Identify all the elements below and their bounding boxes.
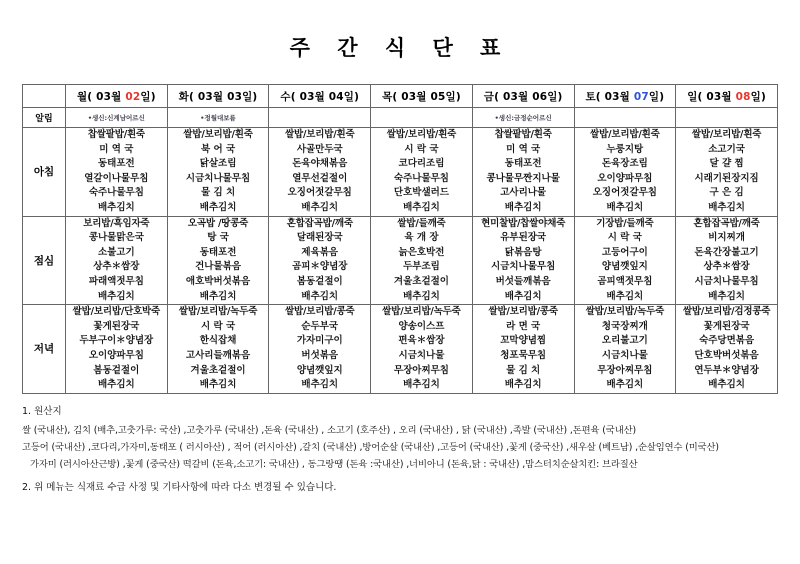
dish-item: 쌀밥/보리밥/흰죽 — [386, 129, 457, 140]
dish-item: 고사리들깨볶음 — [185, 349, 251, 361]
table-header-row — [23, 85, 778, 108]
dish-item: 물 김 치 — [506, 364, 541, 376]
dish-item: 돈육장조림 — [601, 158, 648, 170]
dish-item: 시래기된장지짐 — [694, 172, 759, 184]
notice-cell-mon: •생신:신계남어르신 — [66, 108, 168, 128]
weekly-menu-table — [22, 84, 778, 394]
dish-item: 오징어젓갈무침 — [592, 187, 657, 199]
breakfast-cell-sun — [676, 128, 778, 217]
origin-line-2: 고등어 (국내산) ,코다리,가자미,동태포 ( 러시아산) , 적어 (러시아산) ,갈치 (국내산) ,방어순살 (국내산) ,고등어 (국내산) ,꽃게 (중국산) ,새우살 (베트남) ,순살임연수 (미국산) — [22, 441, 719, 453]
dish-item: 닭살조림 — [199, 158, 237, 170]
dish-item: 시금치나물무침 — [694, 275, 759, 287]
dish-item: 쌀밥/보리밥/흰죽 — [183, 129, 253, 140]
dish-item: 콩나물맑은국 — [88, 232, 144, 244]
dish-item: 사골만두국 — [296, 143, 343, 155]
dish-item: 배추김치 — [301, 201, 339, 213]
dish-item: 오곡밥 /땅콩죽 — [187, 217, 249, 229]
dish-item: 제육볶음 — [301, 246, 339, 258]
dish-item: 숙주당면볶음 — [699, 335, 755, 347]
dinner-cell-sat — [574, 305, 676, 394]
breakfast-cell-thu — [371, 128, 473, 217]
notice-cell-wed — [269, 108, 371, 128]
dish-item: 물 김 치 — [200, 187, 236, 199]
dish-item: 두부구이＊양념장 — [79, 335, 154, 347]
dish-item: 배추김치 — [606, 201, 644, 213]
dish-item: 쌀밥/보리밥/흰죽 — [285, 129, 355, 140]
header-day-number: 08 — [735, 90, 751, 103]
dish-item: 배추김치 — [199, 201, 237, 213]
header-day-sat-text: 토( 03월 07일) — [585, 90, 665, 103]
header-day-thu-text: 목( 03월 05일) — [382, 90, 461, 103]
page-title: 주 간 식 단 표 — [289, 36, 511, 60]
dish-item: 배추김치 — [708, 379, 745, 391]
origin-heading: 1. 원산지 — [22, 405, 62, 417]
dish-item: 고사리나물 — [500, 187, 547, 199]
lunch-cell-sun — [676, 216, 778, 305]
breakfast-row-label: 아침 — [23, 128, 66, 217]
dish-item: 배추김치 — [199, 379, 237, 391]
header-day-tue-text: 화( 03월 03일) — [178, 90, 258, 103]
dish-item: 소고기국 — [708, 143, 745, 155]
breakfast-cell-fri — [472, 128, 574, 217]
lunch-cell-tue — [167, 216, 269, 305]
dish-item: 쌀밥/보리밥/녹두죽 — [178, 306, 258, 318]
dish-item: 양념깻잎지 — [601, 261, 648, 273]
dish-item: 배추김치 — [301, 290, 339, 302]
dish-item: 곰피＊양념장 — [292, 261, 348, 273]
notice-cell-tue: •정월대보름 — [167, 108, 269, 128]
dish-item: 혼합잡곡밥/깨죽 — [286, 217, 353, 229]
header-day-mon — [66, 85, 168, 108]
dish-item: 상추＊쌈장 — [93, 261, 140, 273]
lunch-row — [23, 216, 778, 305]
dish-item: 늙은호박전 — [398, 246, 445, 258]
dinner-cell-thu — [371, 305, 473, 394]
dish-item: 버섯볶음 — [301, 349, 339, 361]
dish-item: 두부조림 — [403, 261, 440, 273]
dish-item: 구 은 김 — [709, 187, 744, 199]
breakfast-row — [23, 128, 778, 217]
dinner-cell-sun — [676, 305, 778, 394]
dish-item: 단호박버섯볶음 — [694, 349, 759, 361]
dish-item: 겨울초겉절이 — [190, 364, 246, 376]
dish-item: 찹쌀팥밥/흰죽 — [87, 129, 145, 140]
lunch-cell-mon — [66, 216, 168, 305]
dish-item: 배추김치 — [403, 201, 440, 213]
dish-item: 쌀밥/보리밥/흰죽 — [590, 129, 660, 140]
dish-item: 찹쌀팥밥/흰죽 — [494, 129, 552, 140]
dish-item: 쌀밥/들깨죽 — [397, 217, 446, 229]
dish-item: 시 락 국 — [404, 143, 439, 155]
dish-item: 배추김치 — [504, 379, 542, 391]
dish-item: 꼬막양념찜 — [500, 335, 547, 347]
dish-item: 쌀밥/보리밥/검정콩죽 — [682, 306, 771, 318]
header-day-wed-text: 수( 03월 04일) — [280, 90, 360, 103]
lunch-cell-fri — [472, 216, 574, 305]
dish-item: 고등어구이 — [601, 246, 648, 258]
dish-item: 곰피액젓무침 — [597, 275, 653, 287]
dinner-row — [23, 305, 778, 394]
lunch-cell-wed — [269, 216, 371, 305]
origin-line-1: 쌀 (국내산), 김치 (배추,고춧가루: 국산) ,고춧가루 (국내산) ,돈육 (국내산) , 소고기 (호주산) , 오리 (국내산) , 닭 (국내산) ,족발 (국내산) ,돈편육 (국내산) — [22, 424, 636, 436]
dish-item: 달 걀 찜 — [709, 158, 744, 170]
dish-item: 시 락 국 — [200, 320, 236, 332]
notice-cell-sat — [574, 108, 676, 128]
dish-item: 배추김치 — [97, 379, 135, 391]
breakfast-cell-sat — [574, 128, 676, 217]
header-day-tue — [167, 85, 269, 108]
lunch-cell-sat — [574, 216, 676, 305]
notice-cell-fri: •생신:금정순어르신 — [472, 108, 574, 128]
dish-item: 배추김치 — [606, 290, 644, 302]
dish-item: 꽃게된장국 — [93, 320, 140, 332]
header-corner-cell — [23, 85, 66, 108]
dish-item: 오징어젓갈무침 — [287, 187, 352, 199]
dish-item: 비지찌개 — [708, 232, 745, 244]
dinner-cell-fri — [472, 305, 574, 394]
header-day-mon-text: 월( 03월 02일) — [76, 90, 156, 103]
dish-item: 돈육간장불고기 — [694, 246, 759, 258]
dish-item: 동태포전 — [97, 158, 135, 170]
dish-item: 무장아찌무침 — [393, 364, 449, 376]
dish-item: 동태포전 — [504, 158, 542, 170]
dish-item: 라 면 국 — [506, 320, 541, 332]
dish-item: 파래액젓무침 — [88, 275, 144, 287]
dish-item: 코다리조림 — [398, 158, 445, 170]
table-body — [23, 108, 778, 394]
dish-item: 북 어 국 — [200, 143, 236, 155]
dish-item: 애호박버섯볶음 — [185, 275, 251, 287]
breakfast-cell-mon — [66, 128, 168, 217]
dish-item: 연두부＊양념장 — [694, 364, 759, 376]
dish-item: 봄동겉절이 — [296, 275, 343, 287]
dish-item: 현미찰밥/찹쌀야채죽 — [481, 217, 566, 229]
dish-item: 오이양파무침 — [88, 349, 144, 361]
dish-item: 배추김치 — [97, 201, 135, 213]
dish-item: 혼합잡곡밥/깨죽 — [693, 217, 760, 229]
dish-item: 시 락 국 — [607, 232, 642, 244]
header-day-number: 02 — [125, 90, 141, 103]
dish-item: 시금치나물무침 — [491, 261, 556, 273]
change-notice: 2. 위 메뉴는 식재료 수급 사정 및 기타사항에 따라 다소 변경될 수 있습니다. — [22, 481, 337, 493]
dish-item: 양념깻잎지 — [296, 364, 343, 376]
dinner-cell-wed — [269, 305, 371, 394]
dish-item: 기장밥/들깨죽 — [596, 217, 654, 229]
dish-item: 돈육야채볶음 — [292, 158, 348, 170]
dinner-cell-mon — [66, 305, 168, 394]
dish-item: 한식잡채 — [199, 335, 237, 347]
header-day-thu — [371, 85, 473, 108]
dish-item: 배추김치 — [403, 290, 440, 302]
dish-item: 누룽지탕 — [606, 143, 644, 155]
lunch-cell-thu — [371, 216, 473, 305]
breakfast-cell-tue — [167, 128, 269, 217]
dish-item: 유부된장국 — [500, 232, 547, 244]
dish-item: 달래된장국 — [296, 232, 343, 244]
dish-item: 육 개 장 — [404, 232, 439, 244]
dish-item: 닭볶음탕 — [504, 246, 542, 258]
dish-item: 콩나물무짠지나물 — [486, 172, 560, 184]
footnotes — [22, 394, 778, 496]
dish-item: 봄동겉절이 — [93, 364, 140, 376]
header-day-fri-text: 금( 03월 06일) — [483, 90, 563, 103]
notice-row — [23, 108, 778, 128]
dish-item: 순두부국 — [301, 320, 339, 332]
dish-item: 편육＊쌈장 — [398, 335, 445, 347]
dish-item: 소불고기 — [97, 246, 135, 258]
dish-item: 열갈이나물무침 — [84, 172, 149, 184]
dish-item: 무장아찌무침 — [597, 364, 653, 376]
dish-item: 배추김치 — [708, 290, 745, 302]
dish-item: 배추김치 — [97, 290, 135, 302]
breakfast-cell-wed — [269, 128, 371, 217]
notice-cell-thu — [371, 108, 473, 128]
dish-item: 미 역 국 — [99, 143, 134, 155]
dish-item: 동태포전 — [199, 246, 237, 258]
dish-item: 양송이스프 — [398, 320, 445, 332]
header-day-number: 07 — [633, 90, 649, 103]
dish-item: 시금치나물 — [398, 349, 445, 361]
dish-item: 단호박샐러드 — [393, 187, 449, 199]
dish-item: 청포묵무침 — [500, 349, 547, 361]
header-day-sat — [574, 85, 676, 108]
dish-item: 쌀밥/보리밥/콩죽 — [488, 306, 558, 318]
lunch-row-label: 점심 — [23, 216, 66, 305]
dish-item: 배추김치 — [708, 201, 745, 213]
dish-item: 보리밥/흑임자죽 — [83, 217, 150, 229]
dish-item: 쌀밥/보리밥/녹두죽 — [585, 306, 665, 318]
dish-item: 숙주나물무침 — [393, 172, 449, 184]
dinner-row-label: 저녁 — [23, 305, 66, 394]
dish-item: 열무선겉절이 — [292, 172, 348, 184]
dish-item: 버섯들깨볶음 — [495, 275, 551, 287]
header-day-fri — [472, 85, 574, 108]
dish-item: 배추김치 — [606, 379, 644, 391]
dish-item: 오리불고기 — [601, 335, 648, 347]
dish-item: 시금치나물 — [601, 349, 648, 361]
dish-item: 시금치나물무침 — [185, 172, 251, 184]
header-day-sun-text: 일( 03월 08일) — [687, 90, 766, 103]
dish-item: 상추＊쌈장 — [703, 261, 750, 273]
dish-item: 청국장찌개 — [601, 320, 648, 332]
dish-item: 배추김치 — [199, 290, 237, 302]
dish-item: 오이양파무침 — [597, 172, 653, 184]
dish-item: 탕 국 — [207, 232, 229, 244]
dish-item: 겨울초겉절이 — [393, 275, 449, 287]
dish-item: 건나물볶음 — [195, 261, 241, 273]
dish-item: 숙주나물무침 — [88, 187, 144, 199]
notice-cell-sun — [676, 108, 778, 128]
header-day-wed — [269, 85, 371, 108]
dish-item: 쌀밥/보리밥/녹두죽 — [382, 306, 461, 318]
dish-item: 배추김치 — [301, 379, 339, 391]
dish-item: 배추김치 — [504, 201, 542, 213]
dish-item: 꽃게된장국 — [703, 320, 750, 332]
header-day-sun — [676, 85, 778, 108]
dish-item: 배추김치 — [504, 290, 542, 302]
dinner-cell-tue — [167, 305, 269, 394]
origin-line-3: 가자미 (러시아산근방) ,꽃게 (중국산) 떡갈비 (돈육,소고기: 국내산) , 동그랑땡 (돈육 :국내산) ,너비아니 (돈육,닭 : 국내산) ,맘스터치순살치킨: 브라질산 — [30, 458, 638, 470]
dish-item: 쌀밥/보리밥/단호박죽 — [72, 306, 161, 318]
dish-item: 배추김치 — [403, 379, 440, 391]
notice-row-label: 알림 — [23, 108, 66, 128]
dish-item: 가자미구이 — [296, 335, 343, 347]
dish-item: 쌀밥/보리밥/콩죽 — [285, 306, 355, 318]
dish-item: 쌀밥/보리밥/흰죽 — [691, 129, 762, 140]
dish-item: 미 역 국 — [506, 143, 541, 155]
